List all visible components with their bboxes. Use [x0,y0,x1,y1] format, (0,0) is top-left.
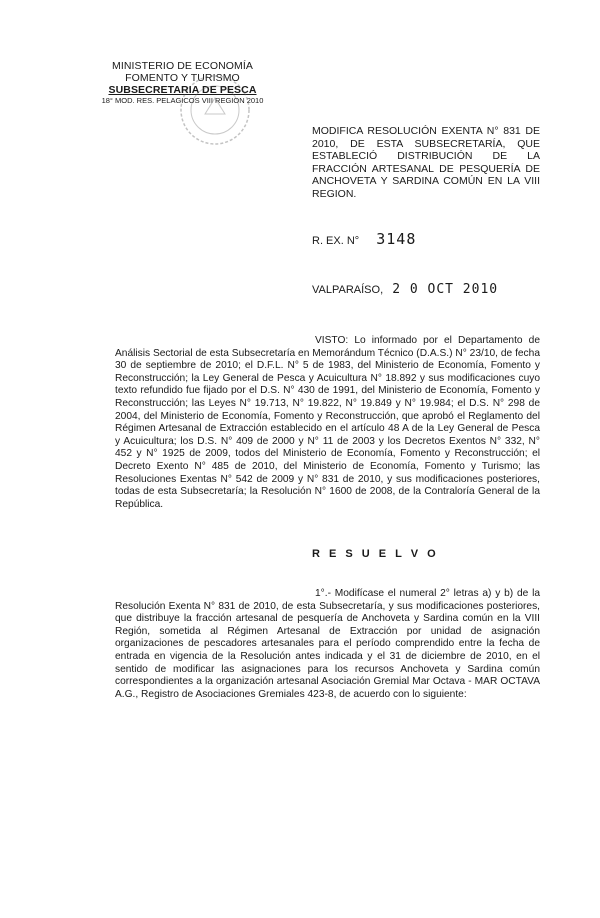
official-seal-icon [175,70,255,150]
resolution-subject: MODIFICA RESOLUCIÓN EXENTA N° 831 DE 2010, DE ESTA SUBSECRETARÍA, QUE ESTABLECIÓ DISTRIBUCIÓN DE LA FRACCIÓN ARTESANAL DE PESQUERÍA DE ANCHOVETA Y SARDINA COMÚN EN LA VIII REGION. [312,125,540,200]
subsecretary-name: SUBSECRETARIA DE PESCA [108,84,257,96]
resolution-number: 3148 [376,230,417,248]
resolution-number-label: R. EX. N° [312,235,360,247]
place: VALPARAÍSO, [312,284,384,296]
ministry-line-1: MINISTERIO DE ECONOMÍA [111,60,254,72]
visto-text: VISTO: Lo informado por el Departamento de Análisis Sectorial de esta Subsecretaría en Memorándum Técnico (D.A.S.) N° 23/10, de fecha 30 de septiembre de 2010; el D.F.L. N° 5 de 1983, del Ministerio de Economía, Fomento y Reconstrucción; la Ley General de Pesca y Acuicultura N° 18.892 y sus modificaciones cuyo texto refundido fue fijado por el D.S. N° 430 de 1991, del Ministerio de Economía, Fomento y Reconstrucción; las Leyes N° 19.713, N° 19.822, N° 19.849 y N° 19.984; el D.S. N° 298 de 2004, del Ministerio de Economía, Fomento y Reconstrucción, que aprobó el Reglamento del Régimen Artesanal de Extracción establecido en el artículo 48 A de la Ley General de Pesca y Acuicultura; los D.S. N° 409 de 2000 y N° 11 de 2003 y los Decretos Exentos N° 332, N° 452 y N° 1925 de 2009, todos del Ministerio de Economía, Fomento y Reconstrucción; el Decreto Exento N° 485 de 2010, del Ministerio de Economía, Fomento y Turismo; las Resoluciones Exentas N° 542 de 2009 y N° 831 de 2010, y sus modificaciones posteriores, todas de esta Subsecretaría; la Resolución N° 1600 de 2008, de la Contraloría General de la República. [115,335,540,510]
ministry-line-2: FOMENTO Y TURISMO [125,72,240,84]
date-stamp: 2 0 OCT 2010 [392,282,499,297]
resuelvo-heading: R E S U E L V O [312,548,439,560]
place-and-date [312,282,498,297]
paragraph-1-text: 1°.- Modifícase el numeral 2° letras a) y b) de la Resolución Exenta N° 831 de 2010, de esta Subsecretaría, y sus modificaciones posteriores, que distribuye la fracción artesanal de pesquería de Anchoveta y Sardina común en la VIII Región, sometida al Régimen Artesanal de Extracción por unidad de asignación organizaciones de pescadores artesanales para el período comprendido entre la fecha de entrada en vigencia de la Resolución antes indicada y el 31 de diciembre de 2010, en el sentido de modificar las asignaciones para los recursos Anchoveta y Sardina común correspondientes a la organización artesanal Asociación Gremial Mar Octava - MAR OCTAVA A.G., Registro de Asociaciones Gremiales 423-8, de acuerdo con lo siguiente: [115,588,540,700]
resolution-number-line [312,230,416,248]
visto-paragraph [115,335,540,511]
document-reference: 18° MOD. RES. PELAGICOS VIII REGION 2010 [101,96,264,105]
resolution-paragraph-1 [115,588,540,701]
